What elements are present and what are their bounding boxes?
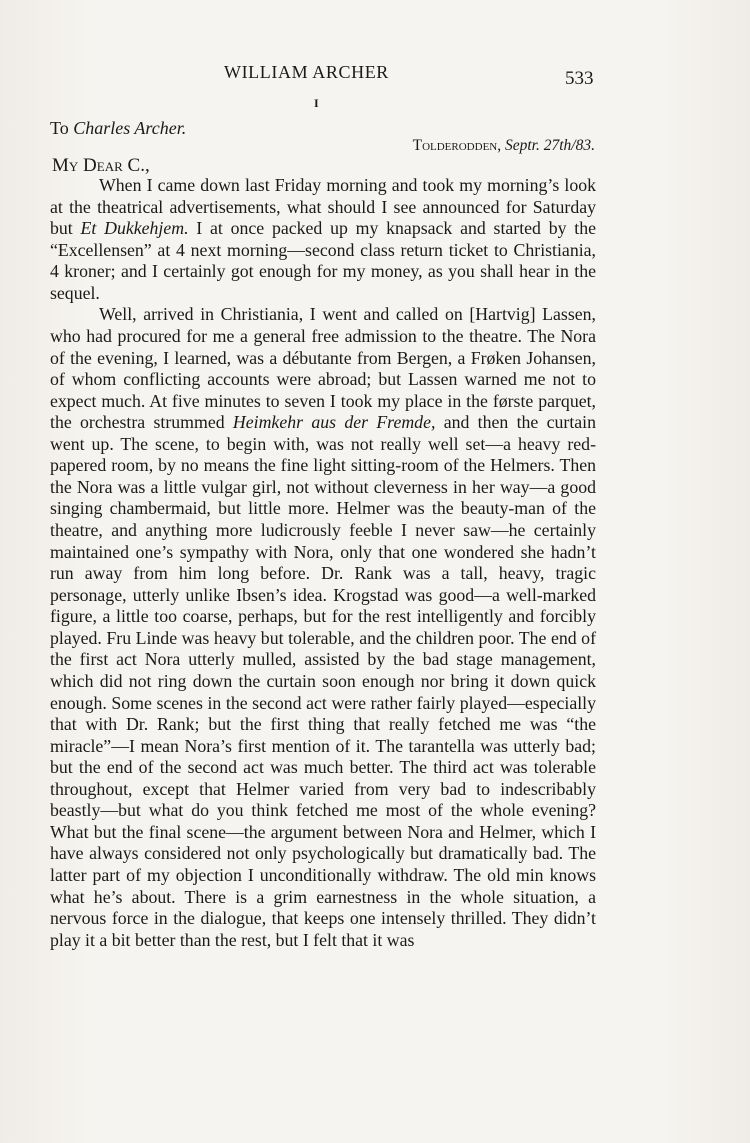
letter-recipient [50, 118, 186, 139]
salutation-caps: My Dear [52, 155, 123, 176]
body-paragraph [50, 304, 596, 951]
text-run: and then the curtain went up. The scene, to begin with, was not really well set—a heavy red-papered room, by no means the fine light sitting-room of the Helmers. Then the Nora was a little vulgar girl, not without cleverness in her way—a good singing chambermaid, but little more. Helmer was the beauty-man of the theatre, and anything more ludicrously feeble I never saw—he certainly maintained one’s sympathy with Nora, only that one wondered she hadn’t run away from him long before. Dr. Rank was a tall, heavy, tragic personage, utterly unlike Ibsen’s idea. Krogstad was good—a well-marked figure, a little too coarse, perhaps, but for the rest intelligently and forcibly played. Fru Linde was heavy but tolerable, and the children poor. The end of the first act Nora utterly mulled, assisted by the bad stage management, which did not ring down the curtain soon enough nor bring it down quick enough. Some scenes in the second act were rather fairly played—especially that with Dr. Rank; but the first thing that really fetched me was “the miracle”—I mean Nora’s first mention of it. The tarantella was utterly bad; but the end of the second act was much better. The third act was tolerable throughout, except that Helmer varied from very bad to indescribably beastly—but what do you think fetched me most of the whole evening? What but the final scene—the argument between Nora and Helmer, which I have always considered not only psychologically but dramatically bad. The latter part of my objection I unconditionally withdraw. The old min knows what he’s about. There is a grim earnestness in the whole situation, a nervous force in the dialogue, that keeps one intensely thrilled. They didn’t play it a bit better than the rest, but I felt that it was [50, 412, 596, 950]
running-head: WILLIAM ARCHER [224, 62, 389, 82]
letter-place: Tolderodden, [412, 137, 502, 154]
page-number: 533 [565, 68, 594, 89]
recipient-name: Charles Archer. [73, 118, 187, 138]
letter-body [50, 175, 596, 951]
letter-dateline [413, 137, 595, 155]
italic-title: Et Dukkehjem. [80, 218, 189, 239]
letter-salutation [52, 155, 150, 177]
letter-date: Septr. 27th/83. [505, 137, 595, 154]
letter-number: I [314, 96, 319, 110]
italic-title: Heimkehr aus der Fremde, [232, 412, 436, 433]
salutation-rest: C., [122, 155, 150, 176]
body-paragraph [50, 175, 596, 304]
text-run: Well, arrived in Christiania, I went and called on [Hartvig] Lassen, who had procured for me a general free admission to the theatre. The Nora of the evening, I learned, was a débutante from Bergen, a Frøken Johansen, of whom conflicting accounts were abroad; but Lassen warned me not to expect much. At five minutes to seven I took my place in the første parquet, the orchestra strummed [50, 304, 596, 433]
recipient-prefix: To [50, 118, 74, 138]
text-run: I at once packed up my knapsack and started by the “Excellensen” at 4 next morning—second class return ticket to Christiania, 4 kroner; and I certainly got enough for my money, as you shall hear in the sequel. [50, 218, 596, 303]
text-run: When I came down last Friday morning and took my morning’s look at the theatrical advertisements, what should I see announced for Saturday but [50, 175, 596, 239]
